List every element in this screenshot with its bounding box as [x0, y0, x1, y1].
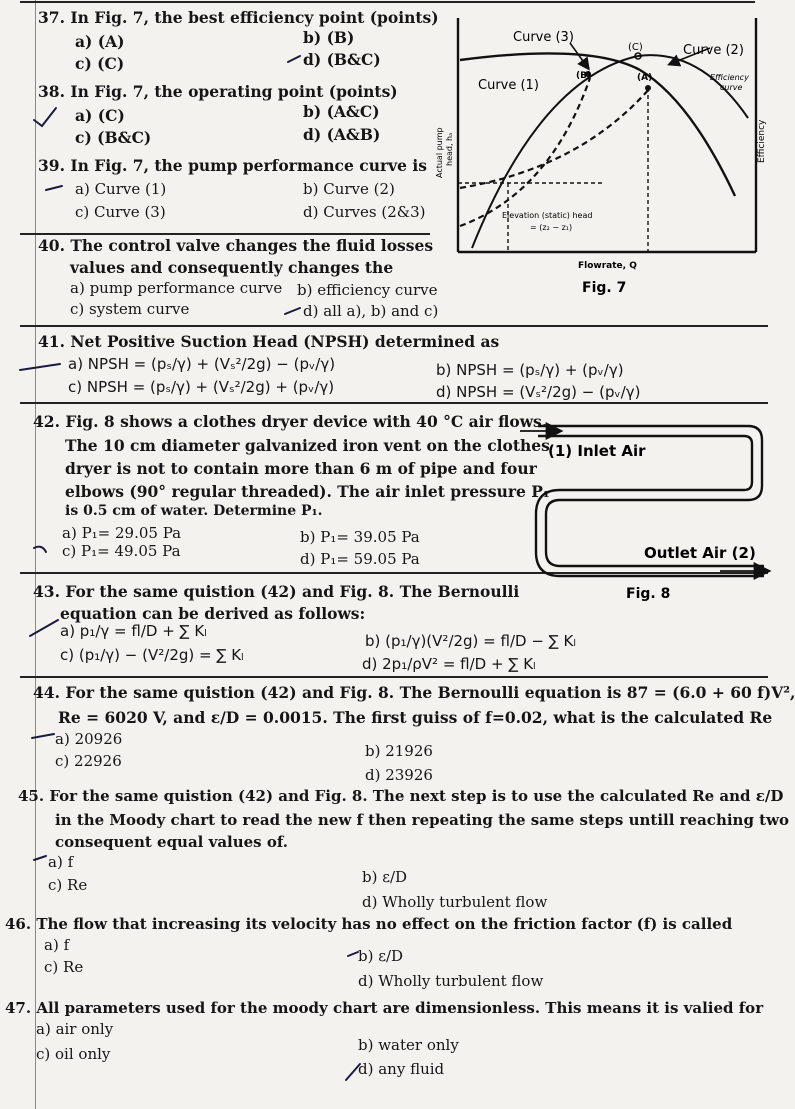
y-axis-label-2: head, hₐ — [445, 132, 454, 166]
efficiency-label: Efficiency — [710, 73, 749, 82]
option-d[interactable]: d) NPSH = (Vₛ²/2g) − (pᵥ/γ) — [436, 383, 641, 401]
option-d[interactable]: d) (A&B) — [303, 125, 381, 144]
option-a[interactable]: a) Curve (1) — [75, 180, 167, 198]
curve-1-label: Curve (1) — [478, 78, 539, 93]
option-b[interactable]: b) (p₁/γ)(V²/2g) = fl/D − ∑ Kₗ — [365, 632, 576, 650]
option-a[interactable]: a) air only — [36, 1020, 114, 1038]
question-40-stem-cont: values and consequently changes the — [70, 258, 394, 277]
option-c[interactable]: c) (B&C) — [75, 128, 152, 147]
question-46-stem: 46. The flow that increasing its velocity has no effect on the friction factor (f) is called — [5, 915, 733, 933]
option-b[interactable]: b) 21926 — [365, 742, 433, 760]
option-c[interactable]: c) Re — [48, 876, 88, 894]
fig8-caption: Fig. 8 — [626, 586, 671, 602]
option-b[interactable]: b) ε/D — [358, 947, 404, 965]
curve-3-label: Curve (3) — [513, 30, 574, 45]
elevation-label-2: = (z₂ − z₁) — [530, 223, 573, 232]
question-37-stem: 37. In Fig. 7, the best efficiency point (points) — [38, 8, 439, 27]
option-a[interactable]: a) 20926 — [55, 730, 123, 748]
question-39-stem: 39. In Fig. 7, the pump performance curve is — [38, 156, 428, 175]
option-b[interactable]: b) (B) — [303, 28, 355, 47]
option-a[interactable]: a) p₁/γ = fl/D + ∑ Kₗ — [60, 622, 207, 640]
question-44-stem-cont: Re = 6020 V, and ε/D = 0.0015. The first guiss of f=0.02, what is the calculated Re — [58, 708, 773, 727]
curve-2-label: Curve (2) — [683, 43, 744, 58]
option-b[interactable]: b) P₁= 39.05 Pa — [300, 528, 420, 546]
efficiency-label-2: curve — [720, 83, 743, 92]
option-d[interactable]: d) (B&C) — [303, 50, 381, 69]
point-b-label: (B) — [576, 71, 592, 81]
question-47-stem: 47. All parameters used for the moody chart are dimensionless. This means it is valied for — [5, 999, 764, 1017]
x-axis-label: Flowrate, Q — [578, 261, 637, 271]
option-d[interactable]: d) Curves (2&3) — [303, 203, 426, 221]
option-a[interactable]: a) pump performance curve — [70, 279, 283, 297]
y-right-label: Efficiency — [757, 119, 767, 163]
point-a-label: (A) — [637, 73, 653, 83]
option-c[interactable]: c) P₁= 49.05 Pa — [62, 542, 181, 560]
option-b[interactable]: b) (A&C) — [303, 102, 380, 121]
question-40-stem: 40. The control valve changes the fluid losses — [38, 236, 434, 255]
option-c[interactable]: c) Re — [44, 958, 84, 976]
option-d[interactable]: d) 2p₁/ρV² = fl/D + ∑ Kₗ — [362, 655, 536, 673]
option-b[interactable]: b) efficiency curve — [297, 281, 438, 299]
option-d[interactable]: d) Wholly turbulent flow — [358, 972, 544, 990]
option-c[interactable]: c) NPSH = (pₛ/γ) + (Vₛ²/2g) + (pᵥ/γ) — [68, 378, 335, 396]
option-c[interactable]: c) system curve — [70, 300, 190, 318]
question-45-stem-cont: consequent equal values of. — [55, 833, 288, 851]
question-43-stem-cont: equation can be derived as follows: — [60, 604, 366, 623]
point-c-label: (C) — [628, 42, 643, 53]
option-b[interactable]: b) Curve (2) — [303, 180, 395, 198]
option-b[interactable]: b) NPSH = (pₛ/γ) + (pᵥ/γ) — [436, 361, 624, 379]
option-c[interactable]: c) Curve (3) — [75, 203, 166, 221]
question-45-stem: 45. For the same quistion (42) and Fig. 8. The next step is to use the calculated Re and ε/D — [18, 787, 784, 805]
question-44-stem: 44. For the same quistion (42) and Fig. 8. The Bernoulli equation is 87 = (6.0 + 60 f)V², — [33, 683, 795, 702]
question-42-stem: 42. Fig. 8 shows a clothes dryer device with 40 °C air flows. — [33, 412, 548, 431]
question-43-stem: 43. For the same quistion (42) and Fig. 8. The Bernoulli — [33, 582, 520, 601]
option-d[interactable]: d) 23926 — [365, 766, 433, 784]
inlet-label: (1) Inlet Air — [548, 442, 646, 460]
option-c[interactable]: c) 22926 — [55, 752, 122, 770]
outlet-label: Outlet Air (2) — [644, 544, 756, 562]
question-42-stem-cont: dryer is not to contain more than 6 m of pipe and four — [65, 459, 537, 478]
option-d[interactable]: d) all a), b) and c) — [303, 302, 439, 320]
option-a[interactable]: a) NPSH = (pₛ/γ) + (Vₛ²/2g) − (pᵥ/γ) — [68, 355, 336, 373]
option-a[interactable]: a) f — [44, 936, 70, 954]
question-41-stem: 41. Net Positive Suction Head (NPSH) determined as — [38, 332, 500, 351]
option-a[interactable]: a) (C) — [75, 106, 125, 125]
option-a[interactable]: a) f — [48, 853, 74, 871]
question-45-stem-cont: in the Moody chart to read the new f then repeating the same steps untill reaching two — [55, 811, 790, 829]
option-d[interactable]: d) any fluid — [358, 1060, 445, 1078]
question-42-stem-cont: elbows (90° regular threaded). The air inlet pressure P₁ — [65, 482, 550, 501]
option-c[interactable]: c) (C) — [75, 54, 125, 73]
option-d[interactable]: d) P₁= 59.05 Pa — [300, 550, 420, 568]
option-a[interactable]: a) P₁= 29.05 Pa — [62, 524, 182, 542]
option-c[interactable]: c) oil only — [36, 1045, 111, 1063]
option-a[interactable]: a) (A) — [75, 32, 125, 51]
option-d[interactable]: d) Wholly turbulent flow — [362, 893, 548, 911]
fig7-caption: Fig. 7 — [582, 280, 627, 296]
question-42-stem-cont: is 0.5 cm of water. Determine P₁. — [65, 503, 323, 519]
y-axis-label: Actual pump — [435, 127, 444, 178]
question-42-stem-cont: The 10 cm diameter galvanized iron vent on the clothes — [65, 436, 550, 455]
option-c[interactable]: c) (p₁/γ) − (V²/2g) = ∑ Kₗ — [60, 646, 244, 664]
question-38-stem: 38. In Fig. 7, the operating point (points) — [38, 82, 398, 101]
option-b[interactable]: b) ε/D — [362, 868, 408, 886]
option-b[interactable]: b) water only — [358, 1036, 459, 1054]
elevation-label: Elevation (static) head — [502, 211, 593, 220]
